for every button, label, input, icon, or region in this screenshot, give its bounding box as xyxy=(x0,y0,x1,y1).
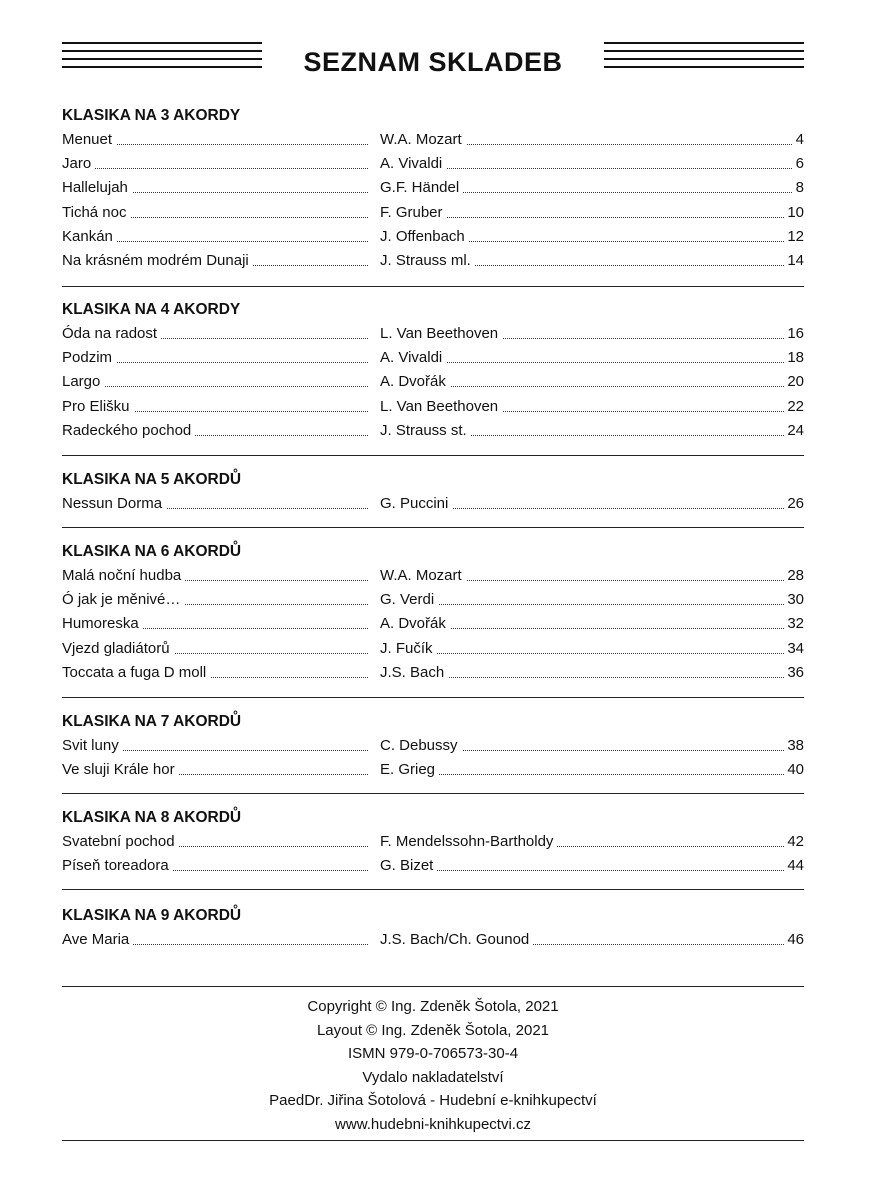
section-4-chords xyxy=(62,298,804,443)
song-title: Kankán xyxy=(62,227,117,247)
list-item xyxy=(62,492,804,516)
song-title: Malá noční hudba xyxy=(62,566,185,586)
website-link[interactable]: www.hudebni-knihkupectvi.cz xyxy=(335,1115,531,1133)
list-item xyxy=(62,152,804,176)
copyright-line: Copyright © Ing. Zdeněk Šotola, 2021 xyxy=(307,998,559,1015)
list-item xyxy=(62,128,804,152)
list-item xyxy=(62,176,804,200)
page-number: 34 xyxy=(784,639,804,659)
section-heading: KLASIKA NA 6 AKORDŮ xyxy=(62,543,242,560)
composer: A. Vivaldi xyxy=(380,154,446,174)
composer: F. Gruber xyxy=(380,203,447,223)
composer: W.A. Mozart xyxy=(380,566,466,586)
page-number: 18 xyxy=(784,348,804,368)
song-title: Ve sluji Krále hor xyxy=(62,760,179,780)
page-number: 10 xyxy=(784,203,804,223)
section-heading: KLASIKA NA 8 AKORDŮ xyxy=(62,809,242,826)
list-item xyxy=(62,395,804,419)
section-8-chords xyxy=(62,806,804,878)
composer: L. Van Beethoven xyxy=(380,397,502,417)
section-divider xyxy=(62,889,804,890)
list-item xyxy=(62,419,804,443)
composer: W.A. Mozart xyxy=(380,130,466,150)
page-number: 4 xyxy=(793,130,804,150)
song-title: Hallelujah xyxy=(62,178,132,198)
composer: F. Mendelssohn-Bartholdy xyxy=(380,832,557,852)
page-number: 32 xyxy=(784,614,804,634)
page-number: 14 xyxy=(784,251,804,271)
page-number: 28 xyxy=(784,566,804,586)
composer: G.F. Händel xyxy=(380,178,463,198)
header-rule-right xyxy=(604,42,804,78)
song-title: Vjezd gladiátorů xyxy=(62,639,174,659)
composer: J. Fučík xyxy=(380,639,437,659)
list-item xyxy=(62,612,804,636)
section-divider xyxy=(62,793,804,794)
page-header xyxy=(62,38,804,82)
section-heading: KLASIKA NA 3 AKORDY xyxy=(62,107,241,124)
section-divider xyxy=(62,697,804,698)
ismn-line: ISMN 979-0-706573-30-4 xyxy=(347,1045,519,1062)
song-title: Svit luny xyxy=(62,736,123,756)
list-item xyxy=(62,928,804,952)
publisher-name: PaedDr. Jiřina Šotolová - Hudební e-knihkupectví xyxy=(269,1092,597,1109)
page-number: 44 xyxy=(784,856,804,876)
song-title: Menuet xyxy=(62,130,116,150)
section-6-chords xyxy=(62,540,804,685)
section-divider xyxy=(62,527,804,528)
song-title: Svatební pochod xyxy=(62,832,179,852)
page-number: 30 xyxy=(784,590,804,610)
composer: J.S. Bach/Ch. Gounod xyxy=(380,930,533,950)
page-number: 36 xyxy=(784,663,804,683)
page-number: 40 xyxy=(784,760,804,780)
list-item xyxy=(62,225,804,249)
list-item xyxy=(62,322,804,346)
page-number: 42 xyxy=(784,832,804,852)
section-heading: KLASIKA NA 4 AKORDY xyxy=(62,301,241,318)
song-title: Ave Maria xyxy=(62,930,133,950)
footer-rule-bottom xyxy=(62,1140,804,1141)
list-item xyxy=(62,734,804,758)
song-title: Jaro xyxy=(62,154,95,174)
song-title: Largo xyxy=(62,372,104,392)
song-title: Na krásném modrém Dunaji xyxy=(62,251,253,271)
list-item xyxy=(62,637,804,661)
publisher-line: Vydalo nakladatelství xyxy=(362,1068,504,1086)
list-item xyxy=(62,564,804,588)
page-number: 6 xyxy=(793,154,804,174)
section-divider xyxy=(62,455,804,456)
section-9-chords xyxy=(62,904,804,952)
page-number: 16 xyxy=(784,324,804,344)
page-number: 22 xyxy=(784,397,804,417)
page-number: 26 xyxy=(784,494,804,514)
imprint xyxy=(62,995,804,1136)
song-title: Toccata a fuga D moll xyxy=(62,663,210,683)
composer: G. Bizet xyxy=(380,856,437,876)
composer: A. Dvořák xyxy=(380,614,450,634)
page-number: 46 xyxy=(784,930,804,950)
composer: E. Grieg xyxy=(380,760,439,780)
layout-line: Layout © Ing. Zdeněk Šotola, 2021 xyxy=(316,1021,550,1039)
list-item xyxy=(62,346,804,370)
composer: A. Vivaldi xyxy=(380,348,446,368)
song-title: Pro Elišku xyxy=(62,397,134,417)
composer: J. Offenbach xyxy=(380,227,469,247)
song-title: Podzim xyxy=(62,348,116,368)
list-item xyxy=(62,201,804,225)
song-title: Humoreska xyxy=(62,614,143,634)
section-heading: KLASIKA NA 9 AKORDŮ xyxy=(62,907,242,924)
composer: L. Van Beethoven xyxy=(380,324,502,344)
song-title: Tichá noc xyxy=(62,203,130,223)
section-heading: KLASIKA NA 7 AKORDŮ xyxy=(62,713,242,730)
song-title: Nessun Dorma xyxy=(62,494,166,514)
list-item xyxy=(62,830,804,854)
composer: J. Strauss ml. xyxy=(380,251,475,271)
list-item xyxy=(62,758,804,782)
composer: C. Debussy xyxy=(380,736,462,756)
header-rule-left xyxy=(62,42,262,78)
section-3-chords xyxy=(62,104,804,273)
page-title: SEZNAM SKLADEB xyxy=(303,47,563,77)
song-title: Radeckého pochod xyxy=(62,421,195,441)
section-5-chords xyxy=(62,468,804,516)
page-number: 20 xyxy=(784,372,804,392)
song-title: Ó jak je měnivé… xyxy=(62,590,184,610)
composer: G. Puccini xyxy=(380,494,452,514)
list-item xyxy=(62,588,804,612)
list-item xyxy=(62,661,804,685)
section-divider xyxy=(62,286,804,287)
list-item xyxy=(62,249,804,273)
page-number: 8 xyxy=(793,178,804,198)
list-item xyxy=(62,854,804,878)
song-title: Píseň toreadora xyxy=(62,856,173,876)
page-number: 38 xyxy=(784,736,804,756)
composer: J. Strauss st. xyxy=(380,421,471,441)
page-number: 24 xyxy=(784,421,804,441)
song-title: Óda na radost xyxy=(62,324,161,344)
section-heading: KLASIKA NA 5 AKORDŮ xyxy=(62,471,242,488)
composer: A. Dvořák xyxy=(380,372,450,392)
list-item xyxy=(62,370,804,394)
section-7-chords xyxy=(62,710,804,782)
composer: G. Verdi xyxy=(380,590,438,610)
footer-rule-top xyxy=(62,986,804,987)
page-number: 12 xyxy=(784,227,804,247)
composer: J.S. Bach xyxy=(380,663,448,683)
